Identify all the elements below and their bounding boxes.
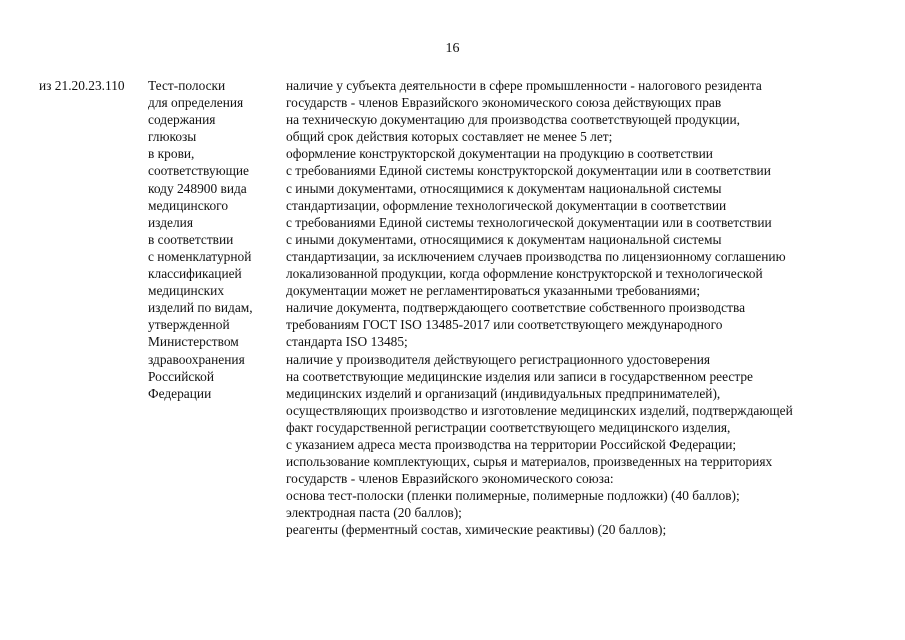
requirement-line: с указанием адреса места производства на территории Российской Федерации; bbox=[286, 436, 737, 452]
product-name-line: изделия bbox=[148, 214, 193, 230]
requirement-line: осуществляющих производство и изготовление медицинских изделий, подтверждающей bbox=[286, 402, 793, 418]
product-name-line: с номенклатурной bbox=[148, 248, 252, 264]
requirement-line: на соответствующие медицинские изделия или записи в государственном реестре bbox=[286, 368, 753, 384]
product-code-column bbox=[39, 77, 125, 94]
product-name-line: в крови, bbox=[148, 146, 195, 162]
product-name-line: в соответствии bbox=[148, 231, 234, 247]
product-name-column bbox=[148, 77, 253, 402]
product-name-line: Министерством bbox=[148, 334, 239, 350]
requirement-line: медицинских изделий и организаций (индивидуальных предпринимателей), bbox=[286, 385, 721, 401]
requirement-line: требованиям ГОСТ ISO 13485-2017 или соответствующего международного bbox=[286, 317, 723, 333]
requirement-line: на техническую документацию для производства соответствующей продукции, bbox=[286, 112, 740, 128]
product-name-line: медицинского bbox=[148, 197, 229, 213]
requirement-line: факт государственной регистрации соответствующего медицинского изделия, bbox=[286, 419, 731, 435]
product-name-line: соответствующие bbox=[148, 163, 249, 179]
requirement-line: с иными документами, относящимися к документам национальной системы bbox=[286, 231, 722, 247]
product-name-line: здравоохранения bbox=[148, 351, 245, 367]
requirement-line: с требованиями Единой системы конструкторской документации или в соответствии bbox=[286, 163, 771, 179]
requirement-line: наличие у субъекта деятельности в сфере промышленности - налогового резидента bbox=[286, 78, 762, 93]
product-name-line: Тест-полоски bbox=[148, 78, 226, 93]
requirement-line: государств - членов Евразийского экономического союза действующих прав bbox=[286, 95, 722, 111]
product-name-line: глюкозы bbox=[148, 129, 197, 145]
requirement-line: наличие у производителя действующего регистрационного удостоверения bbox=[286, 351, 711, 367]
product-name-line: коду 248900 вида bbox=[148, 180, 247, 196]
requirement-line: наличие документа, подтверждающего соответствие собственного производства bbox=[286, 300, 746, 316]
product-code: из 21.20.23.110 bbox=[39, 78, 125, 93]
product-name-line: для определения bbox=[148, 95, 244, 111]
requirements-column bbox=[286, 77, 793, 539]
requirement-line: электродная паста (20 баллов); bbox=[286, 505, 462, 521]
requirement-line: документации может не регламентироваться указанными требованиями; bbox=[286, 283, 701, 299]
product-name-line: классификацией bbox=[148, 266, 242, 282]
product-name-line: утвержденной bbox=[148, 317, 230, 333]
product-name-line: содержания bbox=[148, 112, 216, 128]
requirement-line: с иными документами, относящимися к документам национальной системы bbox=[286, 180, 722, 196]
requirement-line: стандартизации, за исключением случаев производства по лицензионному соглашению bbox=[286, 248, 786, 264]
requirement-line: государств - членов Евразийского экономического союза: bbox=[286, 471, 614, 487]
product-name-line: Федерации bbox=[148, 385, 212, 401]
requirement-line: реагенты (ферментный состав, химические реактивы) (20 баллов); bbox=[286, 522, 667, 538]
requirement-line: основа тест-полоски (пленки полимерные, полимерные подложки) (40 баллов); bbox=[286, 488, 740, 504]
product-name-line: изделий по видам, bbox=[148, 300, 253, 316]
requirement-line: оформление конструкторской документации на продукцию в соответствии bbox=[286, 146, 713, 162]
requirement-line: локализованной продукции, когда оформление конструкторской и технологической bbox=[286, 266, 763, 282]
requirement-line: с требованиями Единой системы технологической документации или в соответствии bbox=[286, 214, 772, 230]
requirement-line: стандарта ISO 13485; bbox=[286, 334, 408, 350]
page-number: 16 bbox=[445, 41, 460, 56]
requirement-line: использование комплектующих, сырья и материалов, произведенных на территориях bbox=[286, 454, 773, 470]
product-name-line: медицинских bbox=[148, 283, 225, 299]
requirement-line: стандартизации, оформление технологической документации в соответствии bbox=[286, 197, 727, 213]
product-name-line: Российской bbox=[148, 368, 214, 384]
requirement-line: общий срок действия которых составляет не менее 5 лет; bbox=[286, 129, 613, 145]
